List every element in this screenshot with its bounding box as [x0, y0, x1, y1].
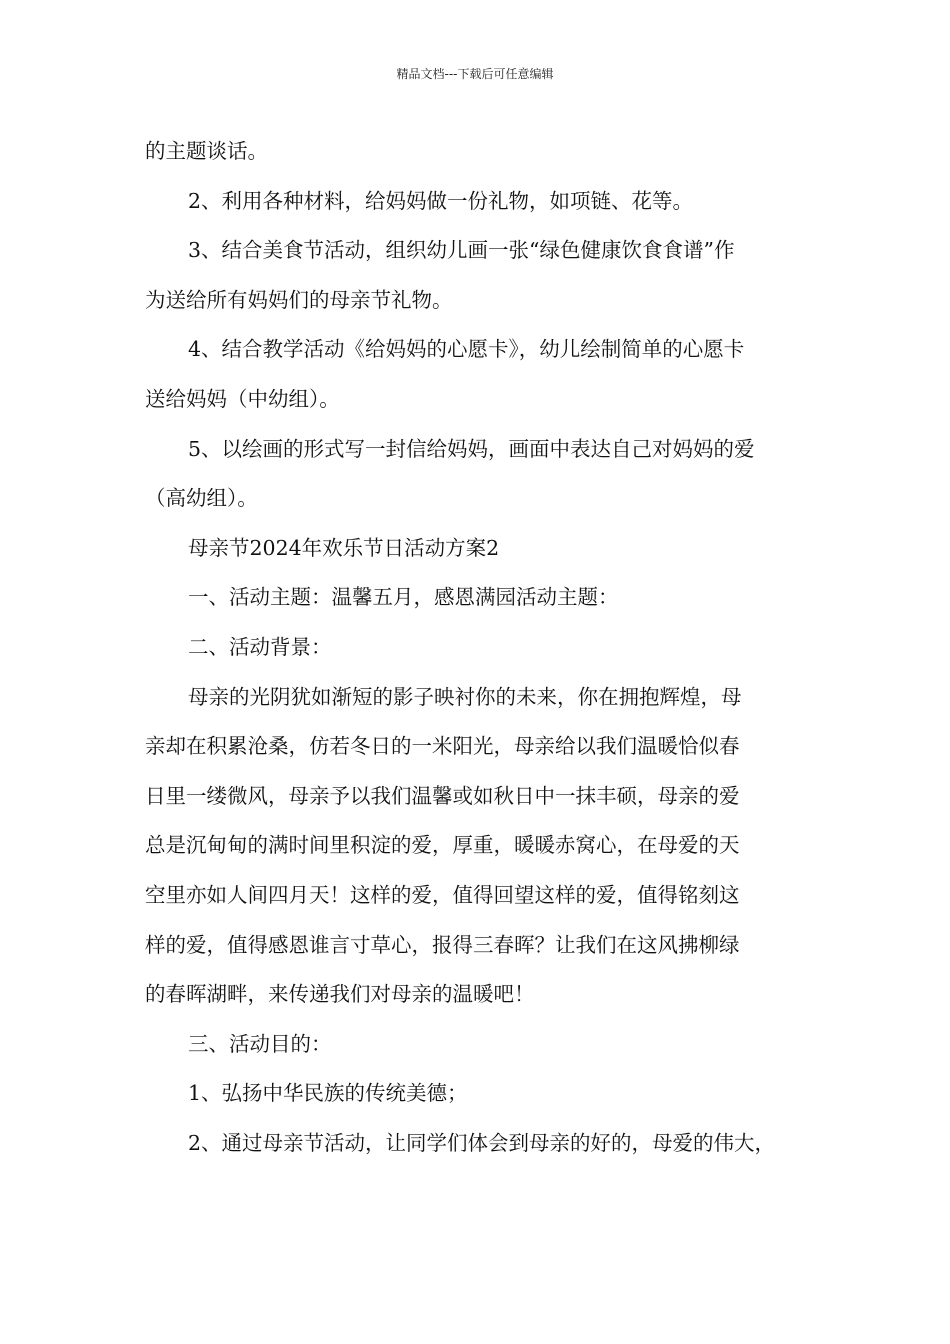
section-title: 母亲节2024年欢乐节日活动方案2 — [188, 535, 500, 560]
paragraph-line: 4、结合教学活动《给妈妈的心愿卡》，幼儿绘制简单的心愿卡 — [188, 337, 745, 362]
paragraph-line: 2、利用各种材料，给妈妈做一份礼物，如项链、花等。 — [188, 188, 694, 213]
list-item: 1、弘扬中华民族的传统美德； — [188, 1081, 468, 1106]
section-heading: 二、活动背景： — [188, 634, 332, 659]
section-heading: 一、活动主题：温馨五月，感恩满园活动主题： — [188, 585, 619, 610]
paragraph-line: 的春晖湖畔，来传递我们对母亲的温暖吧！ — [145, 982, 535, 1007]
paragraph-line: 3、结合美食节活动，组织幼儿画一张“绿色健康饮食食谱”作 — [188, 238, 735, 263]
paragraph-line: 总是沉甸甸的满时间里积淀的爱，厚重，暖暖赤窝心，在母爱的天 — [145, 833, 740, 858]
paragraph-line: 母亲的光阴犹如渐短的影子映衬你的未来，你在拥抱辉煌，母 — [188, 684, 742, 709]
paragraph-line: 日里一缕微风，母亲予以我们温馨或如秋日中一抹丰硕，母亲的爱 — [145, 783, 740, 808]
paragraph-line: 的主题谈话。 — [145, 139, 268, 163]
paragraph-line: 空里亦如人间四月天！这样的爱，值得回望这样的爱，值得铭刻这 — [145, 882, 740, 907]
document-body — [145, 127, 813, 1168]
paragraph-line: 为送给所有妈妈们的母亲节礼物。 — [145, 287, 453, 312]
paragraph-line: 亲却在积累沧桑，仿若冬日的一米阳光，母亲给以我们温暖恰似春 — [145, 734, 740, 759]
paragraph-line: 送给妈妈（中幼组）。 — [145, 386, 340, 411]
paragraph-line: 5、以绘画的形式写一封信给妈妈，画面中表达自己对妈妈的爱 — [188, 436, 755, 461]
paragraph-line: （高幼组）。 — [145, 486, 258, 511]
section-heading: 三、活动目的： — [188, 1031, 332, 1056]
paragraph-line: 样的爱，值得感恩谁言寸草心，报得三春晖？让我们在这风拂柳绿 — [145, 932, 740, 957]
page-header: 精品文档---下载后可任意编辑 — [396, 67, 554, 81]
list-item: 2、通过母亲节活动，让同学们体会到母亲的好的，母爱的伟大， — [188, 1130, 776, 1155]
